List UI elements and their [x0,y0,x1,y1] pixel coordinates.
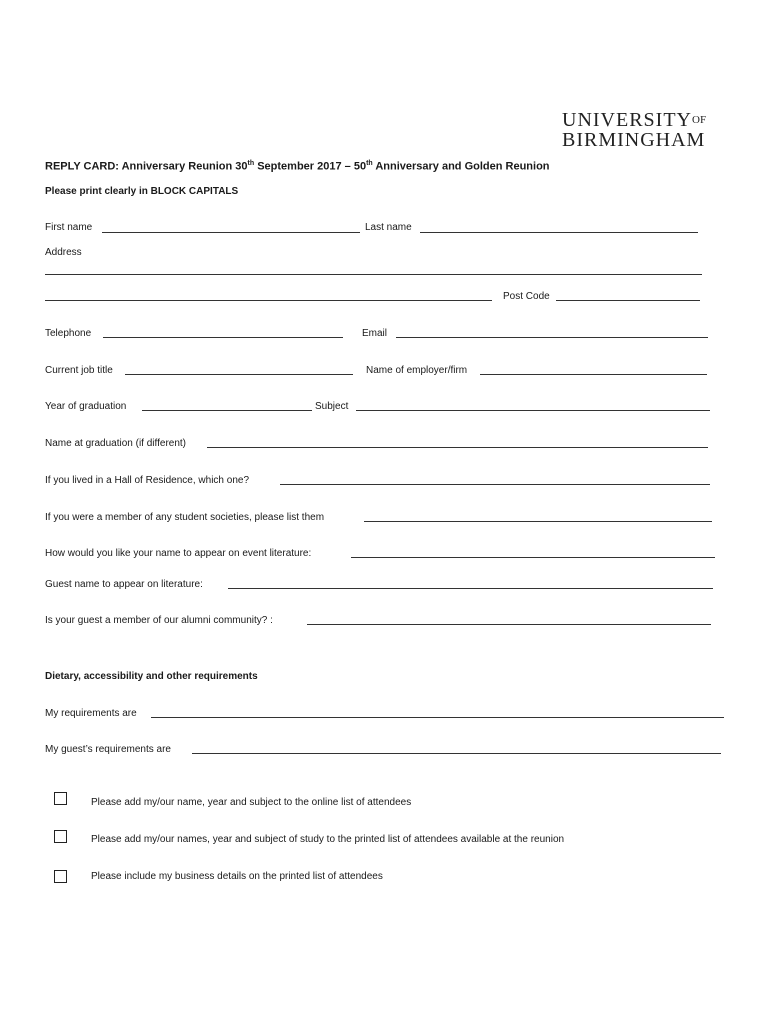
student-societies-field[interactable] [364,521,712,522]
first-name-field[interactable] [102,232,360,233]
subject-field[interactable] [356,410,710,411]
employer-field[interactable] [480,374,707,375]
post-code-label: Post Code [503,291,550,302]
guest-requirements-label: My guest’s requirements are [45,744,171,755]
last-name-field[interactable] [420,232,698,233]
telephone-label: Telephone [45,328,92,339]
first-name-label: First name [45,222,93,233]
address-line-2[interactable] [45,300,492,301]
logo-line-2: BIRMINGHAM [562,129,706,151]
logo-line-1: $UNIVERSITY^{OF}$ [562,109,707,131]
printed-list-checkbox[interactable] [54,830,67,843]
my-requirements-field[interactable] [151,717,724,718]
university-logo [562,110,706,150]
online-list-label: Please add my/our name, year and subject to the online list of attendees [91,797,412,808]
subject-label: Subject [315,401,349,412]
employer-label: Name of employer/firm [366,365,468,376]
post-code-field[interactable] [556,300,700,301]
requirements-heading: Dietary, accessibility and other requirements [45,671,258,682]
email-field[interactable] [396,337,708,338]
email-label: Email [362,328,388,339]
my-requirements-label: My requirements are [45,708,137,719]
job-title-field[interactable] [125,374,353,375]
instruction-text: Please print clearly in BLOCK CAPITALS [45,186,239,197]
guest-alumni-field[interactable] [307,624,711,625]
year-of-graduation-label: Year of graduation [45,401,127,412]
guest-name-label: Guest name to appear on literature: [45,579,203,590]
address-label: Address [45,247,82,258]
online-list-checkbox[interactable] [54,792,67,805]
guest-name-field[interactable] [228,588,713,589]
hall-of-residence-field[interactable] [280,484,710,485]
business-details-label: Please include my business details on the printed list of attendees [91,871,383,882]
student-societies-label: If you were a member of any student societies, please list them [45,512,325,523]
business-details-checkbox[interactable] [54,870,67,883]
name-on-literature-label: How would you like your name to appear on event literature: [45,548,312,559]
printed-list-label: Please add my/our names, year and subject of study to the printed list of attendees available at the reunion [91,834,565,845]
address-line-1[interactable] [45,274,702,275]
name-at-graduation-label: Name at graduation (if different) [45,438,187,449]
telephone-field[interactable] [103,337,343,338]
last-name-label: Last name [365,222,412,233]
guest-alumni-label: Is your guest a member of our alumni community? : [45,615,273,626]
year-of-graduation-field[interactable] [142,410,312,411]
page-title: REPLY CARD: Anniversary Reunion 30th September 2017 – 50th Anniversary and Golden Reunion [45,160,550,173]
guest-requirements-field[interactable] [192,753,721,754]
name-on-literature-field[interactable] [351,557,715,558]
hall-of-residence-label: If you lived in a Hall of Residence, which one? [45,475,250,486]
job-title-label: Current job title [45,365,113,376]
name-at-graduation-field[interactable] [207,447,708,448]
